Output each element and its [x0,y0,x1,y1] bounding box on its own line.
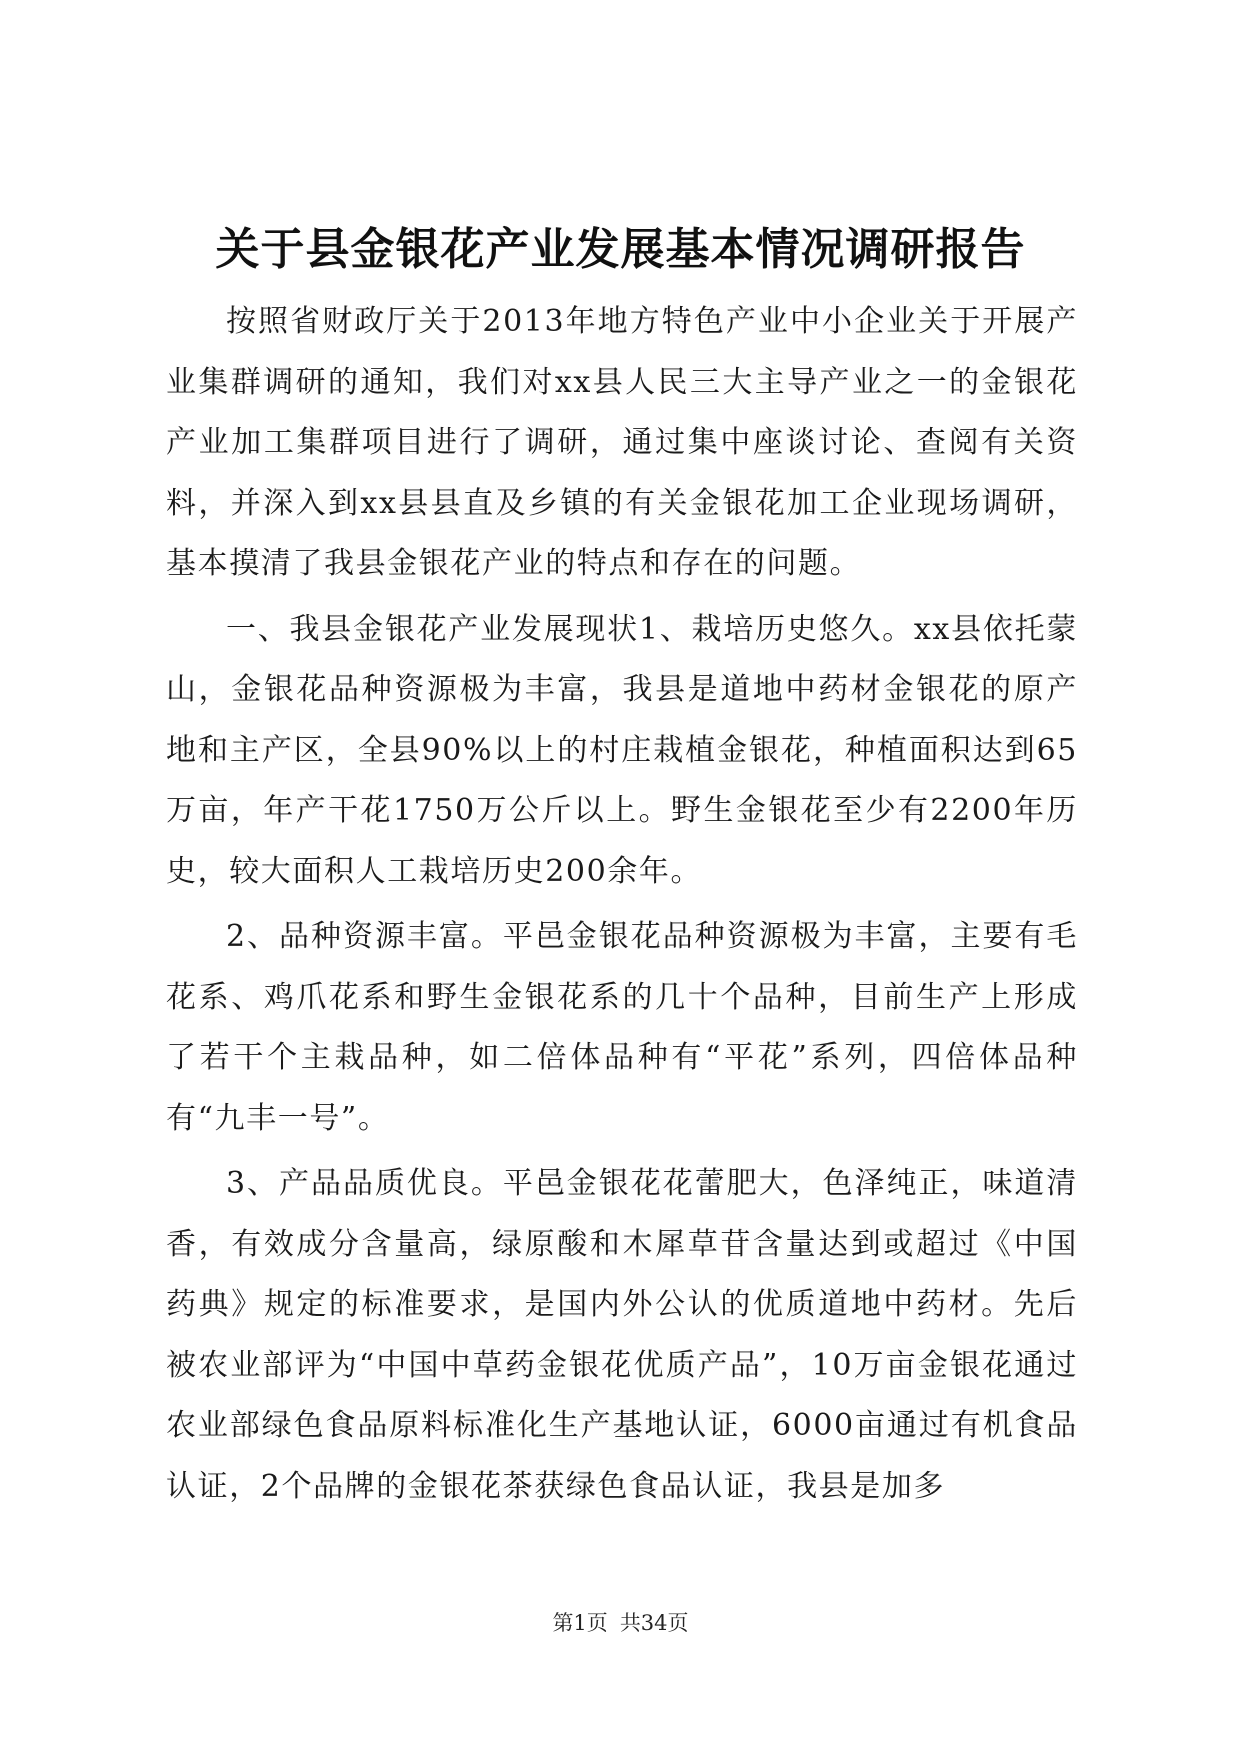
document-body [166,292,1078,1517]
document-title: 关于县金银花产业发展基本情况调研报告 [215,224,1026,275]
page-total: 共34页 [619,1611,689,1635]
paragraph-section-3: 3、产品品质优良。平邑金银花花蕾肥大，色泽纯正，味道清香，有效成分含量高，绿原酸和木犀草苷含量达到或超过《中国药典》规定的标准要求，是国内外公认的优质道地中药材。先后被农业部评为“中国中草药金银花优质产品”，10万亩金银花通过农业部绿色食品原料标准化生产基地认证，6000亩通过有机食品认证，2个品牌的金银花茶获绿色食品认证，我县是加多 [166,1166,1078,1504]
paragraph-section-1: 一、我县金银花产业发展现状1、栽培历史悠久。xx县依托蒙山，金银花品种资源极为丰富，我县是道地中药材金银花的原产地和主产区，全县90%以上的村庄栽植金银花，种植面积达到65万亩，年产干花1750万公斤以上。野生金银花至少有2200年历史，较大面积人工栽培历史200余年。 [166,611,1078,889]
page-number: 第1页 [552,1611,608,1635]
page-footer [0,1609,1241,1637]
paragraph-section-2: 2、品种资源丰富。平邑金银花品种资源极为丰富，主要有毛花系、鸡爪花系和野生金银花系的几十个品种，目前生产上形成了若干个主栽品种，如二倍体品种有“平花”系列，四倍体品种有“九丰一号”。 [166,919,1078,1136]
paragraph-intro: 按照省财政厅关于2013年地方特色产业中小企业关于开展产业集群调研的通知，我们对xx县人民三大主导产业之一的金银花产业加工集群项目进行了调研，通过集中座谈讨论、查阅有关资料，并深入到xx县县直及乡镇的有关金银花加工企业现场调研，基本摸清了我县金银花产业的特点和存在的问题。 [166,304,1078,581]
